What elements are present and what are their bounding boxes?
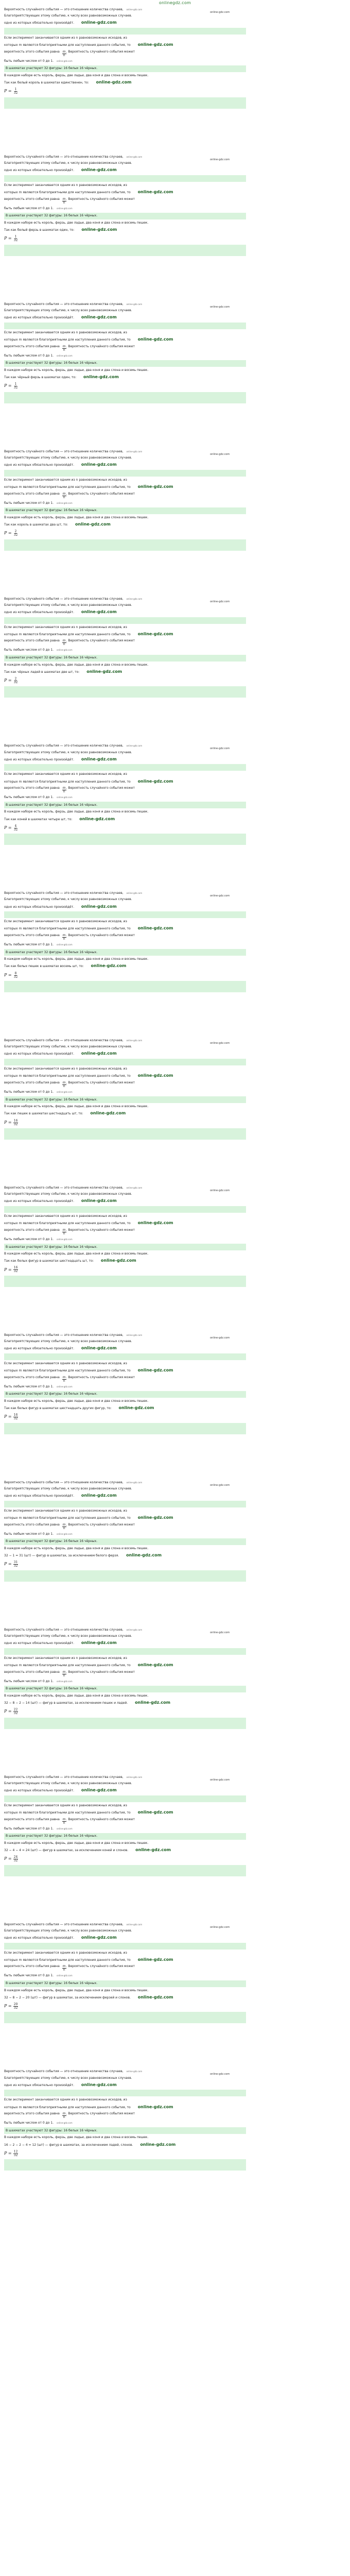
- fraction: [13, 383, 19, 389]
- denominator: 32: [13, 1122, 18, 1126]
- numerator: 4: [14, 824, 17, 828]
- experiment-line-2: которых m являются благоприятными для наступления данного события, то online-gdz.com: [4, 1957, 173, 1962]
- definition-line-2: Благоприятствующих этому событию, к числу всех равновозможных случаев.: [4, 1487, 132, 1490]
- watermark: online-gdz.com: [81, 1346, 117, 1351]
- experiment-line-1: Если эксперимент заканчивается одним из n равновозможных исходов, из: [4, 920, 127, 924]
- fraction: [13, 1266, 19, 1273]
- definition-line-3: одно из которых обязательно произойдёт. online-gdz.com: [4, 167, 117, 173]
- question-line: 32 − 8 − 2 − 14 (шт) — фигур в шахматах, за исключением пешек и ладей. online-gdz.com: [4, 1700, 170, 1705]
- cards-line: В каждом наборе есть король, ферзь, две ладьи, два коня и два слона и восемь пешек.: [4, 957, 149, 961]
- experiment-line-1: Если эксперимент заканчивается одним из n равновозможных исходов, из: [4, 772, 127, 776]
- definition-line-2: Благоприятствующих этому событию, к числу всех равновозможных случаев.: [4, 1192, 132, 1196]
- solution-section: [4, 891, 246, 1039]
- fraction: [13, 1120, 19, 1126]
- question-line: Так как король в шахматах два шт, то: online-gdz.com: [4, 521, 111, 527]
- definition-line-1: Вероятность случайного события — это отношение количества случаев, online-gdz.com: [4, 744, 143, 748]
- watermark: online-gdz.com: [81, 462, 117, 467]
- definition-line-1: Вероятность случайного события — это отношение количества случаев, online-gdz.com: [4, 1922, 143, 1926]
- highlight-band: [4, 2090, 246, 2096]
- question-line: Так как белый ферзь в шахматах один, то: online-gdz.com: [4, 227, 117, 232]
- answer-band: [4, 2159, 246, 2171]
- experiment-line-2: которых m являются благоприятными для наступления данного события, то online-gdz.com: [4, 1368, 173, 1373]
- probability-formula: P = $\frac{1}{32}$: [4, 88, 18, 95]
- watermark: online-gdz.com: [210, 11, 230, 14]
- question-line: 16 − 2 − 2 − 4 = 12 (шт) — фигур в шахматах, за исключением ладей, слонов. online-gdz.com: [4, 2142, 176, 2147]
- highlight-band: [4, 28, 246, 35]
- highlight-band: [4, 1059, 246, 1065]
- probability-formula: P = $\frac{20}{32}$: [4, 2002, 18, 2010]
- experiment-line-1: Если эксперимент заканчивается одним из n равновозможных исходов, из: [4, 2098, 127, 2102]
- probability-formula: P = $\frac{2}{32}$: [4, 530, 18, 537]
- highlight-band: В шахматах участвуют 32 фигуры: 16 белых 16 чёрных.: [4, 2127, 246, 2134]
- watermark: online-gdz.com: [210, 1189, 230, 1193]
- numerator: 12: [13, 2149, 18, 2154]
- cards-line: В каждом наборе есть король, ферзь, две ладьи, два коня и два слона и восемь пешек.: [4, 1693, 149, 1698]
- answer-band: [4, 1128, 246, 1140]
- highlight-band: В шахматах участвуют 32 фигуры: 16 белых 16 чёрных.: [4, 949, 246, 956]
- definition-line-1: Вероятность случайного события — это отношение количества случаев, online-gdz.com: [4, 597, 143, 601]
- definition-line-3: одно из которых обязательно произойдёт. online-gdz.com: [4, 20, 117, 25]
- highlight-band: В шахматах участвуют 32 фигуры: 16 белых 16 чёрных.: [4, 1686, 246, 1692]
- denominator: 32: [13, 1564, 18, 1568]
- experiment-line-4: быть любым числом от 0 до 1. online-gdz.com: [4, 1090, 73, 1094]
- experiment-line-4: быть любым числом от 0 до 1. online-gdz.com: [4, 943, 73, 947]
- experiment-line-3: вероятность этого события равна $\frac{m}{n}$ . Вероятность случайного события может: [4, 1081, 135, 1089]
- watermark: online-gdz.com: [81, 1051, 117, 1056]
- highlight-band: В шахматах участвуют 32 фигуры: 16 белых 16 чёрных.: [4, 1980, 246, 1987]
- solution-section: [4, 1481, 246, 1628]
- experiment-line-4: быть любым числом от 0 до 1. online-gdz.com: [4, 1384, 73, 1388]
- answer-band: [4, 2012, 246, 2023]
- highlight-band: [4, 617, 246, 624]
- highlight-band: [4, 1501, 246, 1507]
- question-line: Так как белых фигур в шахматах шестнадцать других фигур, то: online-gdz.com: [4, 1405, 154, 1411]
- experiment-line-1: Если эксперимент заканчивается одним из n равновозможных исходов, из: [4, 1656, 127, 1660]
- watermark: online-gdz.com: [81, 20, 117, 25]
- definition-line-2: Благоприятствующих этому событию, к числу всех равновозможных случаев.: [4, 1045, 132, 1049]
- experiment-line-2: которых m являются благоприятными для наступления данного события, то online-gdz.com: [4, 1662, 173, 1667]
- experiment-line-1: Если эксперимент заканчивается одним из n равновозможных исходов, из: [4, 625, 127, 629]
- cards-line: В каждом наборе есть король, ферзь, две ладьи, два коня и два слона и восемь пешек.: [4, 1105, 149, 1109]
- experiment-line-4: быть любым числом от 0 до 1. online-gdz.com: [4, 1532, 73, 1536]
- experiment-line-4: быть любым числом от 0 до 1. online-gdz.com: [4, 1826, 73, 1831]
- numerator: 16: [13, 1413, 18, 1417]
- experiment-line-1: Если эксперимент заканчивается одним из n равновозможных исходов, из: [4, 1509, 127, 1513]
- answer-band: [4, 1423, 246, 1434]
- definition-line-3: одно из которых обязательно произойдёт. online-gdz.com: [4, 314, 117, 319]
- numerator: 16: [13, 1118, 18, 1123]
- experiment-line-4: быть любым числом от 0 до 1. online-gdz.com: [4, 501, 73, 505]
- solution-section: [4, 1923, 246, 2070]
- highlight-band: [4, 175, 246, 182]
- cards-line: В каждом наборе есть король, ферзь, две ладьи, два коня и два слона и восемь пешек.: [4, 73, 149, 77]
- numerator: 2: [14, 530, 17, 534]
- definition-line-2: Благоприятствующих этому событию, к числу всех равновозможных случаев.: [4, 14, 132, 18]
- solution-section: [4, 1628, 246, 1775]
- cards-line: В каждом наборе есть король, ферзь, две ладьи, два коня и два слона и восемь пешек.: [4, 1841, 149, 1845]
- definition-line-3: одно из которых обязательно произойдёт. online-gdz.com: [4, 462, 117, 467]
- denominator: 32: [13, 239, 18, 243]
- definition-line-2: Благоприятствующих этому событию, к числу всех равновозможных случаев.: [4, 750, 132, 754]
- probability-formula: P = $\frac{16}{32}$: [4, 1266, 18, 1274]
- probability-formula: P = $\frac{2}{32}$: [4, 676, 18, 684]
- watermark: online-gdz.com: [81, 756, 117, 761]
- solution-section: [4, 302, 246, 450]
- watermark: online-gdz.com: [210, 1042, 230, 1045]
- probability-formula: P = $\frac{1}{32}$: [4, 382, 18, 390]
- definition-line-1: Вероятность случайного события — это отношение количества случаев, online-gdz.com: [4, 2070, 143, 2074]
- solution-section: [4, 450, 246, 597]
- cards-line: В каждом наборе есть король, ферзь, две ладьи, два коня и два слона и восемь пешек.: [4, 221, 149, 225]
- experiment-line-3: вероятность этого события равна $\frac{m}{n}$ . Вероятность случайного события может: [4, 1375, 135, 1383]
- experiment-line-3: вероятность этого события равна $\frac{m}{n}$ . Вероятность случайного события может: [4, 49, 135, 57]
- watermark: online-gdz.com: [81, 1493, 117, 1498]
- probability-formula: P = $\frac{8}{32}$: [4, 971, 18, 979]
- experiment-line-1: Если эксперимент заканчивается одним из n равновозможных исходов, из: [4, 1214, 127, 1218]
- highlight-band: В шахматах участвуют 32 фигуры: 16 белых 16 чёрных.: [4, 1833, 246, 1840]
- question-line: Так как чёрный ферзь в шахматах один, то: online-gdz.com: [4, 374, 119, 379]
- experiment-line-2: которых m являются благоприятными для наступления данного события, то online-gdz.com: [4, 1809, 173, 1815]
- answer-band: [4, 392, 246, 403]
- definition-line-1: Вероятность случайного события — это отношение количества случаев, online-gdz.com: [4, 1039, 143, 1043]
- question-line: 32 − 1 = 31 (шт) — фигур в шахматах, за исключением белого ферзя. online-gdz.com: [4, 1552, 162, 1557]
- fraction: [13, 88, 19, 95]
- question-line: Так как белых фигур в шахматах шестнадцать шт, то: online-gdz.com: [4, 1258, 136, 1263]
- answer-band: [4, 834, 246, 845]
- answer-band: [4, 245, 246, 256]
- answer-band: [4, 539, 246, 551]
- denominator: 32: [13, 2153, 18, 2157]
- highlight-band: В шахматах участвуют 32 фигуры: 16 белых 16 чёрных.: [4, 802, 246, 808]
- watermark: online-gdz.com: [81, 1198, 117, 1204]
- experiment-line-3: вероятность этого события равна $\frac{m}{n}$ . Вероятность случайного события может: [4, 1670, 135, 1677]
- highlight-band: В шахматах участвуют 32 фигуры: 16 белых 16 чёрных.: [4, 1244, 246, 1250]
- fraction: [13, 2003, 19, 2010]
- probability-formula: P = $\frac{31}{32}$: [4, 1561, 18, 1568]
- watermark: online-gdz.com: [210, 452, 230, 456]
- numerator: 2: [14, 676, 17, 681]
- definition-line-1: Вероятность случайного события — это отношение количества случаев, online-gdz.com: [4, 1628, 143, 1632]
- experiment-line-4: быть любым числом от 0 до 1. online-gdz.com: [4, 1974, 73, 1978]
- highlight-band: В шахматах участвуют 32 фигуры: 16 белых 16 чёрных.: [4, 655, 246, 662]
- definition-line-2: Благоприятствующих этому событию, к числу всех равновозможных случаев.: [4, 2076, 132, 2080]
- experiment-line-3: вероятность этого события равна $\frac{m}{n}$ . Вероятность случайного события может: [4, 1228, 135, 1235]
- experiment-line-2: которых m являются благоприятными для наступления данного события, то online-gdz.com: [4, 926, 173, 931]
- highlight-band: [4, 1795, 246, 1802]
- highlight-band: [4, 1206, 246, 1213]
- definition-line-2: Благоприятствующих этому событию, к числу всех равновозможных случаев.: [4, 1634, 132, 1638]
- experiment-line-4: быть любым числом от 0 до 1. online-gdz.com: [4, 206, 73, 210]
- experiment-line-3: вероятность этого события равна $\frac{m}{n}$ . Вероятность случайного события может: [4, 934, 135, 941]
- experiment-line-2: которых m являются благоприятными для наступления данного события, то online-gdz.com: [4, 484, 173, 489]
- fraction: [13, 2150, 19, 2157]
- watermark: online-gdz.com: [81, 609, 117, 614]
- watermark: online-gdz.com: [210, 1778, 230, 1782]
- experiment-line-3: вероятность этого события равна $\frac{m}{n}$ . Вероятность случайного события может: [4, 492, 135, 499]
- solution-section: [4, 8, 246, 155]
- watermark: online-gdz.com: [210, 1925, 230, 1929]
- solution-section: [4, 744, 246, 891]
- question-line: Так как коней в шахматах четыре шт, то: online-gdz.com: [4, 816, 115, 821]
- experiment-line-2: которых m являются благоприятными для наступления данного события, то online-gdz.com: [4, 2104, 173, 2109]
- watermark: online-gdz.com: [210, 1336, 230, 1340]
- solution-section: [4, 1333, 246, 1481]
- denominator: 32: [13, 91, 18, 95]
- experiment-line-2: которых m являются благоприятными для наступления данного события, то online-gdz.com: [4, 1073, 173, 1078]
- answer-band: [4, 1718, 246, 1729]
- watermark: online-gdz.com: [81, 1787, 117, 1792]
- cards-line: В каждом наборе есть король, ферзь, две ладьи, два коня и два слона и восемь пешек.: [4, 368, 149, 372]
- numerator: 1: [14, 88, 17, 92]
- fraction: [13, 825, 19, 832]
- probability-formula: P = $\frac{22}{32}$: [4, 1708, 18, 1716]
- experiment-line-1: Если эксперимент заканчивается одним из n равновозможных исходов, из: [4, 1067, 127, 1071]
- denominator: 32: [13, 533, 18, 537]
- definition-line-1: Вероятность случайного события — это отношение количества случаев, online-gdz.com: [4, 449, 143, 453]
- fraction: [13, 677, 19, 684]
- experiment-line-2: которых m являются благоприятными для наступления данного события, то online-gdz.com: [4, 631, 173, 636]
- content: [0, 8, 250, 2217]
- numerator: 1: [14, 235, 17, 239]
- watermark: online-gdz.com: [210, 1631, 230, 1634]
- experiment-line-3: вероятность этого события равна $\frac{m}{n}$ . Вероятность случайного события может: [4, 786, 135, 794]
- highlight-band: [4, 1353, 246, 1360]
- denominator: 32: [13, 1859, 18, 1863]
- solution-section: [4, 1775, 246, 1923]
- definition-line-2: Благоприятствующих этому событию, к числу всех равновозможных случаев.: [4, 1928, 132, 1933]
- fraction: [13, 1708, 19, 1715]
- watermark: online-gdz.com: [81, 314, 117, 319]
- experiment-line-4: быть любым числом от 0 до 1. online-gdz.com: [4, 795, 73, 800]
- experiment-line-4: быть любым числом от 0 до 1. online-gdz.com: [4, 1238, 73, 1241]
- question-line: 32 − 4 − 4 = 24 (шт) — фигур в шахматах, за исключением коней и слонов. online-gdz.com: [4, 1847, 171, 1852]
- experiment-line-1: Если эксперимент заканчивается одним из n равновозможных исходов, из: [4, 1362, 127, 1365]
- highlight-band: [4, 470, 246, 477]
- definition-line-3: одно из которых обязательно произойдёт. online-gdz.com: [4, 904, 117, 909]
- probability-formula: P = $\frac{24}{32}$: [4, 1855, 18, 1863]
- probability-formula: P = $\frac{1}{32}$: [4, 235, 18, 243]
- watermark: online-gdz.com: [210, 305, 230, 309]
- experiment-line-3: вероятность этого события равна $\frac{m}{n}$ . Вероятность случайного события может: [4, 344, 135, 352]
- probability-formula: P = $\frac{16}{32}$: [4, 1413, 18, 1421]
- definition-line-2: Благоприятствующих этому событию, к числу всех равновозможных случаев.: [4, 897, 132, 902]
- question-line: Так как белых пешек в шахматах восемь шт, то: online-gdz.com: [4, 963, 127, 969]
- experiment-line-4: быть любым числом от 0 до 1. online-gdz.com: [4, 648, 73, 652]
- experiment-line-1: Если эксперимент заканчивается одним из n равновозможных исходов, из: [4, 1803, 127, 1807]
- highlight-band: В шахматах участвуют 32 фигуры: 16 белых 16 чёрных.: [4, 1391, 246, 1398]
- definition-line-1: Вероятность случайного события — это отношение количества случаев, online-gdz.com: [4, 1333, 143, 1337]
- experiment-line-2: которых m являются благоприятными для наступления данного события, то online-gdz.com: [4, 1515, 173, 1520]
- header: [0, 0, 350, 8]
- definition-line-2: Благоприятствующих этому событию, к числу всех равновозможных случаев.: [4, 455, 132, 460]
- site-title[interactable]: onlinegdz.com: [159, 1, 191, 5]
- numerator: 20: [13, 2002, 18, 2006]
- highlight-band: [4, 911, 246, 918]
- numerator: 31: [13, 1561, 18, 1565]
- highlight-band: [4, 764, 246, 771]
- cards-line: В каждом наборе есть король, ферзь, две ладьи, два коня и два слона и восемь пешек.: [4, 810, 149, 814]
- highlight-band: [4, 1648, 246, 1655]
- numerator: 22: [13, 1708, 18, 1712]
- numerator: 1: [14, 382, 17, 386]
- watermark: online-gdz.com: [81, 904, 117, 909]
- solution-section: [4, 1186, 246, 1333]
- highlight-band: В шахматах участвуют 32 фигуры: 16 белых 16 чёрных.: [4, 507, 246, 514]
- denominator: 32: [13, 2006, 18, 2010]
- highlight-band: В шахматах участвуют 32 фигуры: 16 белых 16 чёрных.: [4, 1096, 246, 1103]
- highlight-band: В шахматах участвуют 32 фигуры: 16 белых 16 чёрных.: [4, 1538, 246, 1545]
- answer-band: [4, 981, 246, 992]
- experiment-line-2: которых m являются благоприятными для наступления данного события, то online-gdz.com: [4, 336, 173, 342]
- answer-band: [4, 1865, 246, 1876]
- denominator: 32: [13, 386, 18, 390]
- experiment-line-4: быть любым числом от 0 до 1. online-gdz.com: [4, 353, 73, 358]
- highlight-band: В шахматах участвуют 32 фигуры: 16 белых 16 чёрных.: [4, 213, 246, 219]
- experiment-line-3: вероятность этого события равна $\frac{m}{n}$ . Вероятность случайного события может: [4, 197, 135, 205]
- denominator: 32: [13, 975, 18, 979]
- question-line: Так как пешек в шахматах шестнадцать шт, то: online-gdz.com: [4, 1111, 126, 1116]
- cards-line: В каждом наборе есть король, ферзь, две ладьи, два коня и два слона и восемь пешек.: [4, 515, 149, 519]
- experiment-line-1: Если эксперимент заканчивается одним из n равновозможных исходов, из: [4, 1951, 127, 1955]
- probability-formula: P = $\frac{16}{32}$: [4, 1118, 18, 1126]
- definition-line-3: одно из которых обязательно произойдёт. online-gdz.com: [4, 609, 117, 614]
- definition-line-3: одно из которых обязательно произойдёт. online-gdz.com: [4, 2082, 117, 2087]
- watermark: online-gdz.com: [210, 1483, 230, 1487]
- experiment-line-1: Если эксперимент заканчивается одним из n равновозможных исходов, из: [4, 330, 127, 334]
- experiment-line-4: быть любым числом от 0 до 1. online-gdz.com: [4, 59, 73, 63]
- answer-band: [4, 686, 246, 698]
- definition-line-3: одно из которых обязательно произойдёт. online-gdz.com: [4, 1198, 117, 1204]
- highlight-band: [4, 1943, 246, 1950]
- experiment-line-1: Если эксперимент заканчивается одним из n равновозможных исходов, из: [4, 478, 127, 482]
- cards-line: В каждом наборе есть король, ферзь, две ладьи, два коня и два слона и восемь пешек.: [4, 1546, 149, 1550]
- highlight-band: В шахматах участвуют 32 фигуры: 16 белых 16 чёрных.: [4, 360, 246, 367]
- definition-line-1: Вероятность случайного события — это отношение количества случаев, online-gdz.com: [4, 155, 143, 159]
- definition-line-1: Вероятность случайного события — это отношение количества случаев, online-gdz.com: [4, 891, 143, 895]
- definition-line-3: одно из которых обязательно произойдёт. online-gdz.com: [4, 1640, 117, 1645]
- answer-band: [4, 1276, 246, 1287]
- fraction: [13, 972, 19, 979]
- watermark: online-gdz.com: [210, 747, 230, 751]
- solution-section: [4, 2070, 246, 2217]
- definition-line-2: Благоприятствующих этому событию, к числу всех равновозможных случаев.: [4, 161, 132, 165]
- highlight-band: В шахматах участвуют 32 фигуры: 16 белых 16 чёрных.: [4, 65, 246, 72]
- solution-section: [4, 597, 246, 744]
- definition-line-3: одно из которых обязательно произойдёт. online-gdz.com: [4, 1346, 117, 1351]
- denominator: 32: [13, 827, 18, 832]
- experiment-line-1: Если эксперимент заканчивается одним из n равновозможных исходов, из: [4, 183, 127, 187]
- experiment-line-2: которых m являются благоприятными для наступления данного события, то online-gdz.com: [4, 1221, 173, 1226]
- highlight-band: [4, 323, 246, 329]
- definition-line-3: одно из которых обязательно произойдёт. online-gdz.com: [4, 756, 117, 761]
- question-line: Так как белый король в шахматах единственен, то: online-gdz.com: [4, 80, 132, 85]
- definition-line-1: Вероятность случайного события — это отношение количества случаев, online-gdz.com: [4, 1775, 143, 1779]
- watermark: online-gdz.com: [210, 158, 230, 161]
- fraction: [13, 1414, 19, 1420]
- answer-band: [4, 1570, 246, 1582]
- cards-line: В каждом наборе есть король, ферзь, две ладьи, два коня и два слона и восемь пешек.: [4, 1399, 149, 1403]
- denominator: 32: [13, 1711, 18, 1716]
- numerator: 24: [13, 1855, 18, 1859]
- experiment-line-2: которых m являются благоприятными для наступления данного события, то online-gdz.com: [4, 189, 173, 194]
- definition-line-1: Вероятность случайного события — это отношение количества случаев, online-gdz.com: [4, 1480, 143, 1484]
- fraction: [13, 1561, 19, 1568]
- watermark: online-gdz.com: [81, 1935, 117, 1940]
- probability-formula: P = $\frac{4}{32}$: [4, 824, 18, 832]
- watermark: online-gdz.com: [81, 2082, 117, 2087]
- definition-line-1: Вероятность случайного события — это отношение количества случаев, online-gdz.com: [4, 302, 143, 306]
- fraction: [13, 530, 19, 537]
- definition-line-1: Вероятность случайного события — это отношение количества случаев, online-gdz.com: [4, 8, 143, 11]
- numerator: 8: [14, 971, 17, 975]
- definition-line-3: одно из которых обязательно произойдёт. online-gdz.com: [4, 1051, 117, 1056]
- definition-line-2: Благоприятствующих этому событию, к числу всех равновозможных случаев.: [4, 603, 132, 607]
- experiment-line-3: вероятность этого события равна $\frac{m}{n}$ . Вероятность случайного события может: [4, 1964, 135, 1972]
- experiment-line-4: быть любым числом от 0 до 1. online-gdz.com: [4, 2121, 73, 2125]
- question-line: 32 − 8 − 2 − 20 (шт) — фигур в шахматах, за исключением ферзей и слонов. online-gdz.com: [4, 1994, 173, 1999]
- solution-section: [4, 155, 246, 302]
- watermark: online-gdz.com: [81, 167, 117, 173]
- definition-line-3: одно из которых обязательно произойдёт. online-gdz.com: [4, 1787, 117, 1792]
- experiment-line-3: вероятность этого события равна $\frac{m}{n}$ . Вероятность случайного события может: [4, 2112, 135, 2120]
- denominator: 32: [13, 680, 18, 684]
- watermark: online-gdz.com: [210, 600, 230, 603]
- experiment-line-3: вероятность этого события равна $\frac{m}{n}$ . Вероятность случайного события может: [4, 1522, 135, 1530]
- watermark: online-gdz.com: [210, 894, 230, 898]
- watermark: online-gdz.com: [81, 1640, 117, 1645]
- definition-line-3: одно из которых обязательно произойдёт. online-gdz.com: [4, 1935, 117, 1940]
- solution-section: [4, 1039, 246, 1186]
- cards-line: В каждом наборе есть король, ферзь, две ладьи, два коня и два слона и восемь пешек.: [4, 1252, 149, 1256]
- fraction: [13, 1856, 19, 1862]
- denominator: 32: [13, 1417, 18, 1421]
- answer-band: [4, 97, 246, 109]
- probability-formula: P = $\frac{12}{32}$: [4, 2149, 18, 2157]
- experiment-line-3: вероятность этого события равна $\frac{m}{n}$ . Вероятность случайного события может: [4, 639, 135, 647]
- definition-line-2: Благоприятствующих этому событию, к числу всех равновозможных случаев.: [4, 308, 132, 312]
- definition-line-2: Благоприятствующих этому событию, к числу всех равновозможных случаев.: [4, 1340, 132, 1344]
- numerator: 16: [13, 1266, 18, 1270]
- watermark: online-gdz.com: [210, 2073, 230, 2076]
- cards-line: В каждом наборе есть король, ферзь, две ладьи, два коня и два слона и восемь пешек.: [4, 663, 149, 667]
- cards-line: В каждом наборе есть король, ферзь, две ладьи, два коня и два слона и восемь пешек.: [4, 1988, 149, 1992]
- definition-line-1: Вероятность случайного события — это отношение количества случаев, online-gdz.com: [4, 1186, 143, 1190]
- definition-line-3: одно из которых обязательно произойдёт. online-gdz.com: [4, 1493, 117, 1498]
- experiment-line-2: которых m являются благоприятными для наступления данного события, то online-gdz.com: [4, 778, 173, 784]
- experiment-line-4: быть любым числом от 0 до 1. online-gdz.com: [4, 1679, 73, 1683]
- experiment-line-1: Если эксперимент заканчивается одним из n равновозможных исходов, из: [4, 36, 127, 40]
- cards-line: В каждом наборе есть король, ферзь, две ладьи, два коня и два слона и восемь пешек.: [4, 2136, 149, 2140]
- fraction: [13, 235, 19, 242]
- denominator: 32: [13, 1269, 18, 1274]
- experiment-line-3: вероятность этого события равна $\frac{m}{n}$ . Вероятность случайного события может: [4, 1817, 135, 1825]
- question-line: Так как чёрных ладей в шахматах две шт, то: online-gdz.com: [4, 669, 122, 674]
- definition-line-2: Благоприятствующих этому событию, к числу всех равновозможных случаев.: [4, 1781, 132, 1785]
- experiment-line-2: которых m являются благоприятными для наступления данного события, то online-gdz.com: [4, 42, 173, 47]
